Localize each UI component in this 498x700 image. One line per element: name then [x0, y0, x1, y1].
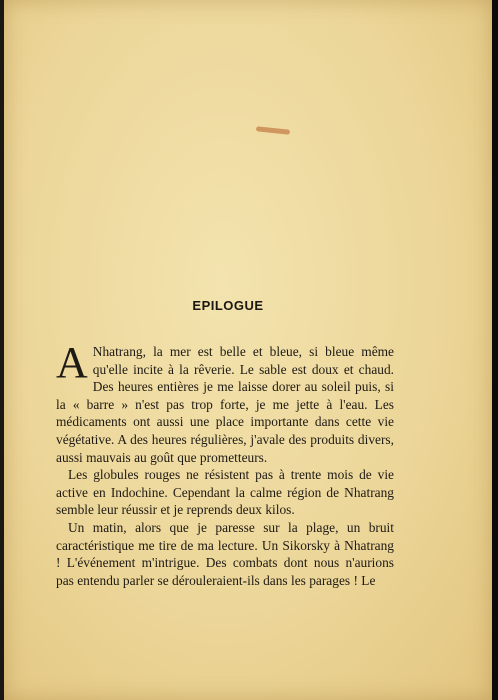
paragraph-1-text: Nhatrang, la mer est belle et bleue, si bleue même qu'elle incite à la rêverie. Le sable est doux et chaud. Des heures entières je me laisse dorer au soleil puis, si la « barre » n'est pas trop forte, je me jette à l'eau. Les médicaments ont aussi une place importante dans cette vie végétative. A des heures régulières, j'avale des produits divers, aussi mauvais au goût que prometteurs.	[56, 344, 394, 465]
chapter-title: EPILOGUE	[192, 298, 264, 313]
paragraph-1	[56, 338, 394, 466]
drop-cap: A	[56, 338, 88, 387]
page-edge-shadow	[492, 0, 498, 700]
book-page	[4, 0, 492, 700]
paragraph-3: Un matin, alors que je paresse sur la plage, un bruit caractéristique me tire de ma lecture. Un Sikorsky à Nhatrang ! L'événement m'intrigue. Des combats dont nous n'aurions pas entendu parler se dérouleraient-ils dans les parages ! Le	[56, 519, 394, 588]
chapter-body	[56, 338, 394, 589]
paragraph-2: Les globules rouges ne résistent pas à trente mois de vie active en Indochine. Cependant la calme région de Nhatrang semble leur réussir et je reprends deux kilos.	[56, 467, 394, 518]
paper-stain	[256, 126, 290, 135]
